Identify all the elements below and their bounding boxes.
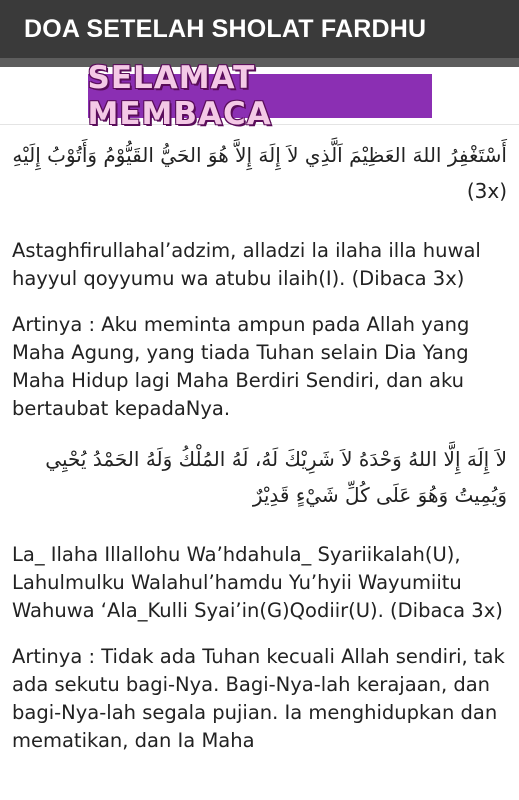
app-bar <box>0 0 519 58</box>
doa-content <box>0 137 519 755</box>
arabic-text-tahlil: لاَ إِلَهَ إِلَّا اللهُ وَحْدَهُ لاَ شَرِيْكَ لَهُ، لَهُ المُلْكُ وَلَهُ الحَمْدُ يُحْيِي وَيُمِيتُ وَهُوَ عَلَى كُلِّ شَيْءٍ قَدِيْرٌ <box>45 447 507 507</box>
banner-text: SELAMAT MEMBACA <box>87 59 272 132</box>
banner-container <box>0 59 519 132</box>
arabic-text-istighfar: أَسْتَغْفِرُ اللهَ العَظِيْمَ اَلَّذِي لاَ إِلَهَ إِلاَّ هُوَ الحَيُّ القَيُّوْمُ وَأَتُوْبُ إِلَيْهِ (3x) <box>12 143 507 203</box>
banner-image <box>87 59 432 132</box>
meaning-istighfar: Artinya : Aku meminta ampun pada Allah yang Maha Agung, yang tiada Tuhan selain Dia Yang Maha Hidup lagi Maha Berdiri Sendiri, dan aku bertaubat kepadaNya. <box>12 313 470 420</box>
latin-transliteration-istighfar: Astaghfirullahal’adzim, alladzi la ilaha illa huwal hayyul qoyyumu wa atubu ilaih(I). (Dibaca 3x) <box>12 239 481 290</box>
meaning-tahlil: Artinya : Tidak ada Tuhan kecuali Allah sendiri, tak ada sekutu bagi-Nya. Bagi-Nya-lah kerajaan, dan bagi-Nya-lah segala pujian. Ia menghidupkan dan mematikan, dan Ia Maha <box>12 645 505 752</box>
latin-transliteration-tahlil: La_ Ilaha Illallohu Wa’hdahula_ Syariikalah(U), Lahulmulku Walahul’hamdu Yu’hyii Wayumiitu Wahuwa ‘Ala_Kulli Syai’in(G)Qodiir(U). (Dibaca 3x) <box>12 543 503 622</box>
app-title: DOA SETELAH SHOLAT FARDHU <box>24 14 427 43</box>
